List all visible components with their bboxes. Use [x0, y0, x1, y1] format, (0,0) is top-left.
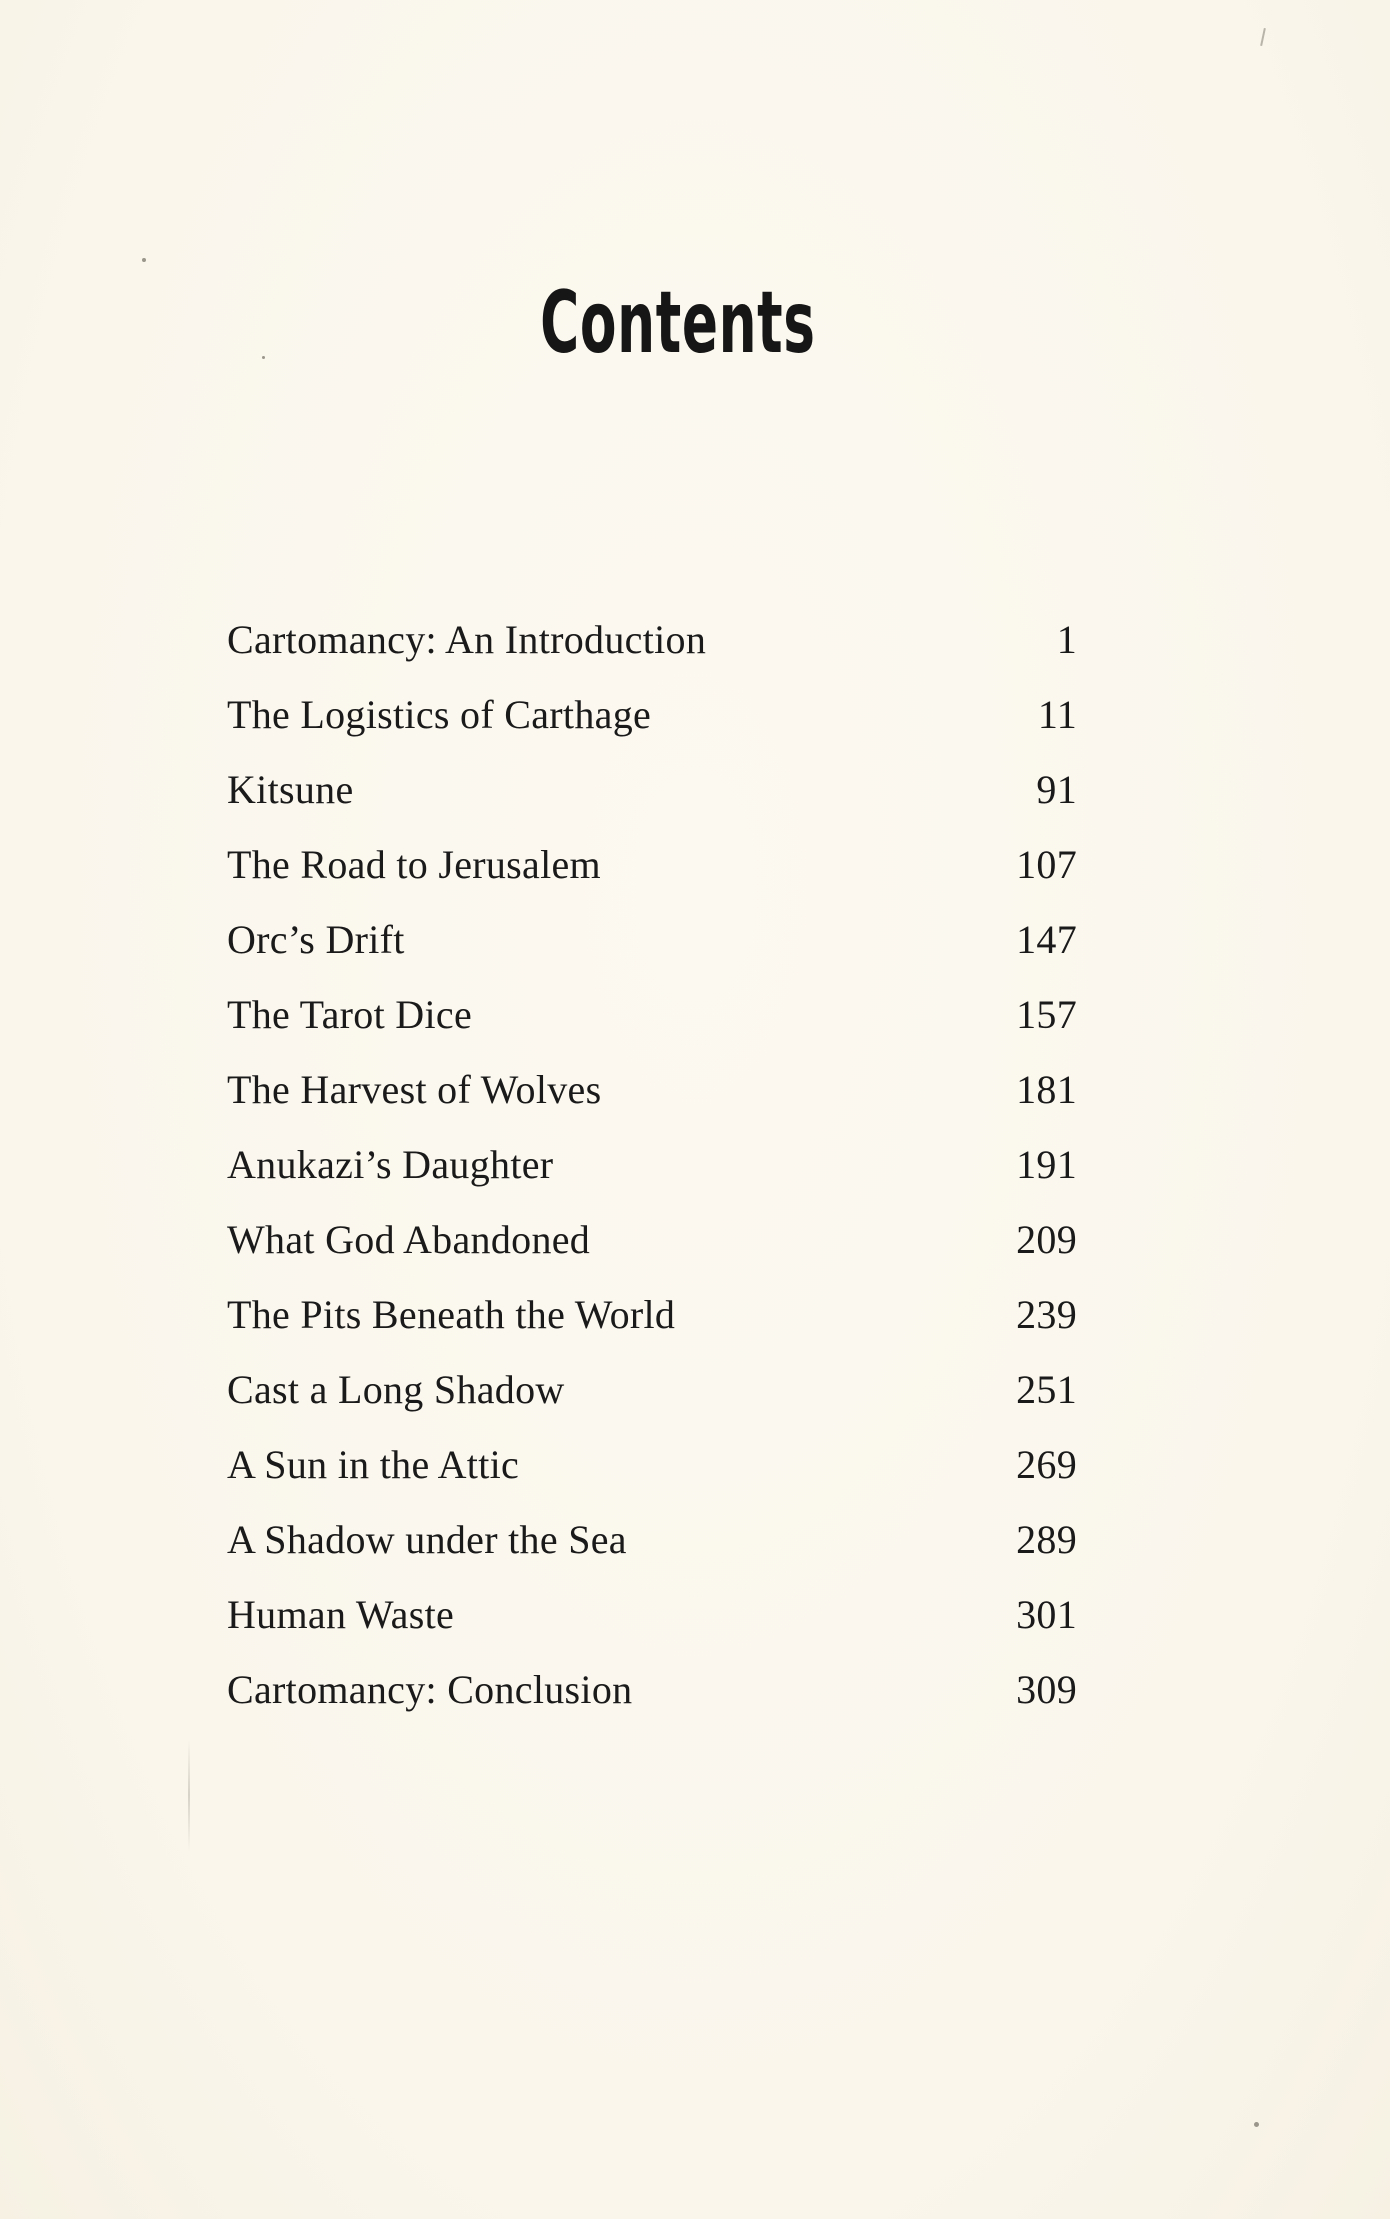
toc-entry[interactable]	[227, 1577, 1077, 1652]
toc-entry[interactable]	[227, 902, 1077, 977]
toc-entry[interactable]	[227, 1202, 1077, 1277]
toc-entry-page: 239	[1016, 1292, 1077, 1337]
toc-entry-title: Cartomancy: Conclusion	[227, 1667, 633, 1712]
toc-entry[interactable]	[227, 1127, 1077, 1202]
toc-entry-page: 301	[1016, 1592, 1077, 1637]
toc-entry-title: Orc’s Drift	[227, 917, 405, 962]
toc-entry-page: 251	[1016, 1367, 1077, 1412]
toc-entry[interactable]	[227, 1502, 1077, 1577]
toc-entry-page: 147	[1016, 917, 1077, 962]
toc-entry[interactable]	[227, 827, 1077, 902]
table-of-contents	[227, 602, 1077, 1727]
toc-entry-page: 269	[1016, 1442, 1077, 1487]
toc-entry-page: 191	[1016, 1142, 1077, 1187]
toc-entry-page: 289	[1016, 1517, 1077, 1562]
toc-entry-title: The Pits Beneath the World	[227, 1292, 676, 1337]
toc-entry-title: Cast a Long Shadow	[227, 1367, 565, 1412]
toc-entry-title: What God Abandoned	[227, 1217, 591, 1262]
toc-entry[interactable]	[227, 1652, 1077, 1727]
toc-entry[interactable]	[227, 1052, 1077, 1127]
paper-speck	[142, 258, 146, 262]
toc-entry-page: 209	[1016, 1217, 1077, 1262]
toc-entry[interactable]	[227, 1427, 1077, 1502]
toc-entry-title: The Road to Jerusalem	[227, 842, 601, 887]
toc-entry[interactable]	[227, 977, 1077, 1052]
paper-mark	[188, 1740, 190, 1850]
toc-entry-page: 11	[1037, 692, 1077, 737]
toc-entry-title: The Logistics of Carthage	[227, 692, 652, 737]
toc-entry-title: A Shadow under the Sea	[227, 1517, 627, 1562]
toc-entry[interactable]	[227, 1352, 1077, 1427]
toc-entry-title: Anukazi’s Daughter	[227, 1142, 554, 1187]
toc-entry-page: 107	[1016, 842, 1077, 887]
toc-entry[interactable]	[227, 677, 1077, 752]
toc-entry-title: The Harvest of Wolves	[227, 1067, 602, 1112]
toc-entry-page: 1	[1056, 617, 1077, 662]
toc-entry-page: 157	[1016, 992, 1077, 1037]
paper-speck	[1254, 2122, 1259, 2127]
toc-entry[interactable]	[227, 1277, 1077, 1352]
toc-entry-title: Kitsune	[227, 767, 354, 812]
paper-mark	[1260, 28, 1266, 46]
toc-entry-page: 91	[1036, 767, 1077, 812]
toc-entry-title: A Sun in the Attic	[227, 1442, 520, 1487]
toc-entry-title: The Tarot Dice	[227, 992, 473, 1037]
toc-entry[interactable]	[227, 752, 1077, 827]
toc-entry-page: 309	[1016, 1667, 1077, 1712]
toc-entry-title: Human Waste	[227, 1592, 455, 1637]
toc-entry-page: 181	[1016, 1067, 1077, 1112]
page-title: Contents	[540, 273, 816, 373]
toc-entry-title: Cartomancy: An Introduction	[227, 617, 707, 662]
toc-entry[interactable]	[227, 602, 1077, 677]
